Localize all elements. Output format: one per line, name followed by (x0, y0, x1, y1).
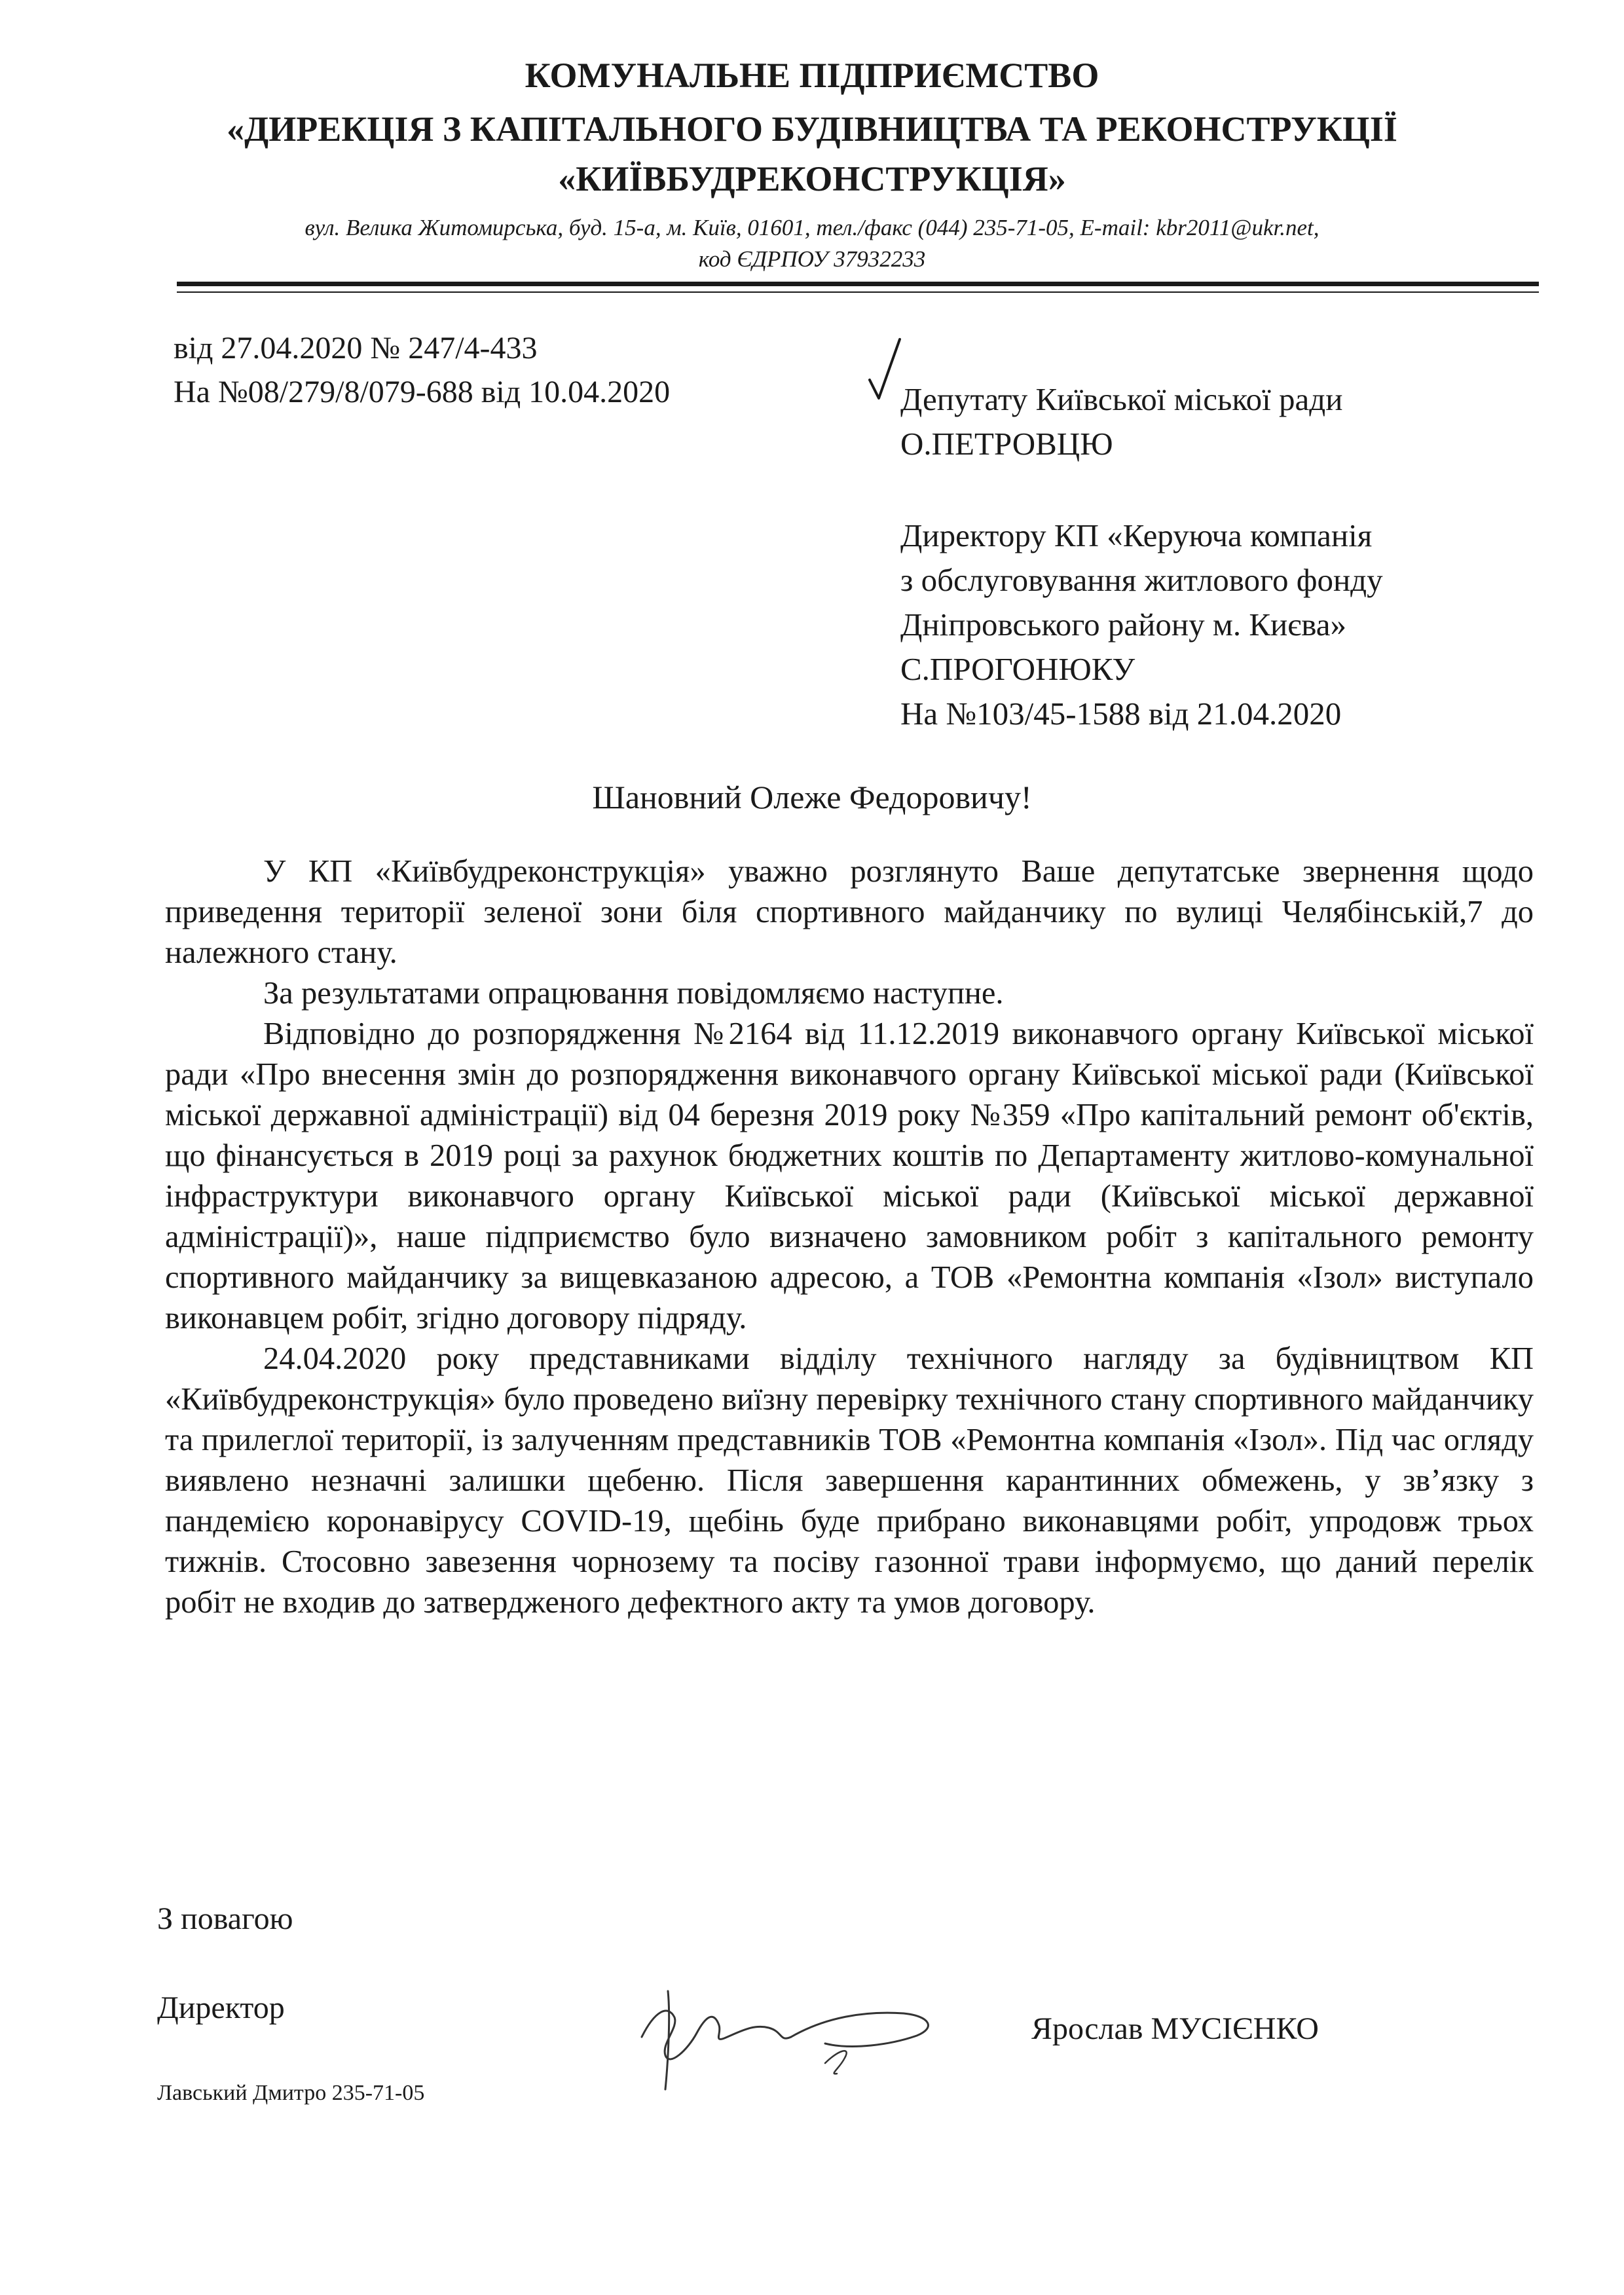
organization-type: КОМУНАЛЬНЕ ПІДПРИЄМСТВО (525, 56, 1099, 95)
recipient-line: Директору КП «Керуюча компанія (900, 517, 1373, 553)
recipient-deputy (900, 377, 1529, 466)
organization-address: вул. Велика Житомирська, буд. 15-а, м. Київ, 01601, тел./факс (044) 235-71-05, E-mail: kbr2011@ukr.net, (304, 215, 1320, 240)
recipient-line: О.ПЕТРОВЦЮ (900, 426, 1113, 462)
organization-short-name: «КИЇВБУДРЕКОНСТРУКЦІЯ» (558, 159, 1066, 198)
recipient-line: Депутату Київської міської ради (900, 381, 1343, 417)
outgoing-reference: від 27.04.2020 № 247/4-433 (174, 331, 538, 365)
signer-position: Директор (157, 1990, 285, 2025)
recipient-line: С.ПРОГОНЮКУ (900, 651, 1135, 687)
organization-name: «ДИРЕКЦІЯ З КАПІТАЛЬНОГО БУДІВНИЦТВА ТА РЕКОНСТРУКЦІЇ (227, 109, 1397, 149)
signer-name: Ярослав МУСІЄНКО (1031, 2011, 1319, 2046)
body-paragraph: 24.04.2020 року представниками відділу технічного нагляду за будівництвом КП «Київбудреконструкція» було проведено виїзну перевірку технічного стану спортивного майданчику та прилеглої території, із залученням представників ТОВ «Ремонтна компанія «Ізол». Під час огляду виявлено незначні залишки щебеню. Після завершення карантинних обмежень, у зв’язку з пандемією коронавірусу COVID-19, щебінь буде прибрано виконавцями робіт, упродовж трьох тижнів. Стосовно завезення чорнозему та посіву газонної трави інформуємо, що даний перелік робіт не входив до затвердженого дефектного акту та умов договору. (165, 1341, 1534, 1620)
recipient-line: Дніпровського району м. Києва» (900, 606, 1346, 643)
header-divider-thin (177, 291, 1539, 293)
closing-regards: З повагою (157, 1901, 293, 1936)
checkmark-icon (866, 334, 905, 406)
header-divider (177, 282, 1539, 286)
greeting: Шановний Олеже Федоровичу! (592, 779, 1032, 815)
signature-icon (629, 1965, 969, 2102)
recipient-director (900, 513, 1529, 736)
body-paragraph: У КП «Київбудреконструкція» уважно розглянуто Ваше депутатське звернення щодо приведення території зеленої зони біля спортивного майданчику по вулиці Челябінській,7 до належного стану. (165, 854, 1534, 970)
incoming-reference: На №08/279/8/079-688 від 10.04.2020 (174, 375, 671, 409)
recipient-line: з обслуговування житлового фонду (900, 562, 1383, 598)
organization-code: код ЄДРПОУ 37932233 (698, 246, 926, 272)
letter-body (165, 851, 1534, 1623)
body-paragraph: Відповідно до розпорядження №2164 від 11.12.2019 виконавчого органу Київської міської ради «Про внесення змін до розпорядження виконавчого органу Київської міської ради (Київської міської державної адміністрації) від 04 березня 2019 року №359 «Про капітальний ремонт об'єктів, що фінансується в 2019 році за рахунок бюджетних коштів по Департаменту житлово-комунальної інфраструктури виконавчого органу Київської міської ради (Київської міської державної адміністрації)», наше підприємство було визначено замовником робіт з капітального ремонту спортивного майданчику за вищевказаною адресою, а ТОВ «Ремонтна компанія «Ізол» виступало виконавцем робіт, згідно договору підряду. (165, 1017, 1534, 1335)
recipient-line: На №103/45-1588 від 21.04.2020 (900, 696, 1342, 732)
executor-contact: Лавський Дмитро 235-71-05 (157, 2081, 425, 2105)
body-paragraph: За результатами опрацювання повідомляємо наступне. (263, 976, 1004, 1011)
